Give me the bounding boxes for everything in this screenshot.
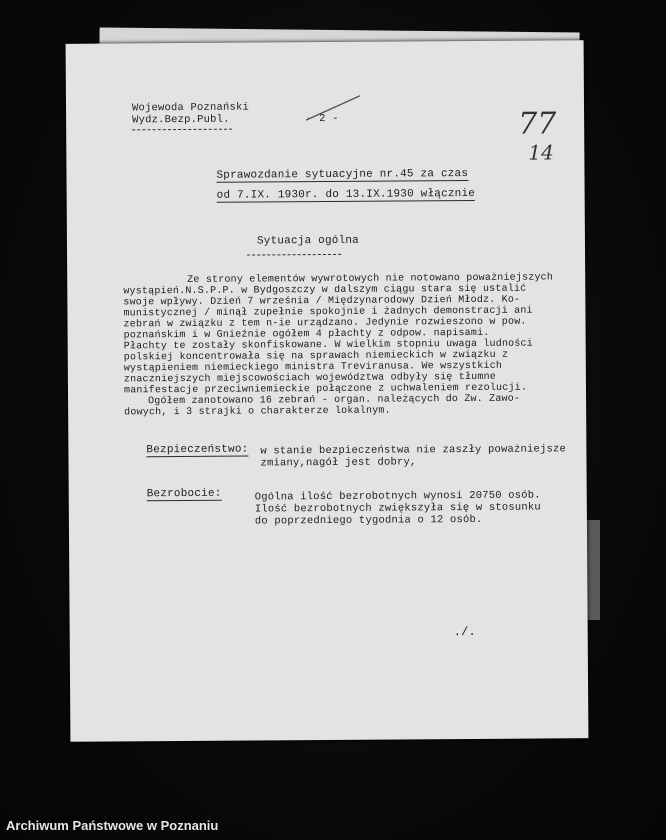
pen-stroke-mark	[304, 94, 364, 124]
text-line: poznańskim i w Gnieźnie ogółem 4 płachty z odpow. napisami.	[123, 327, 490, 342]
report-title: Sprawozdanie sytuacyjne nr.45 za czas	[216, 168, 469, 182]
archive-watermark: Archiwum Państwowe w Poznaniu	[6, 818, 219, 833]
unemployment-label: Bezrobocie:	[146, 487, 222, 501]
text-line: Ze strony elementów wywrotowych nie notowano poważniejszych	[187, 272, 554, 286]
text-line: manifestacje przeciwniemieckie połączone z uchwaleniem rezolucji.	[123, 382, 528, 397]
section-heading-divider	[247, 254, 341, 256]
handwritten-page-number: 14	[528, 140, 554, 165]
text-line: Płachty te zostały skonfiskowane. W wielkim stopniu uwaga ludności	[123, 338, 533, 353]
header-divider	[132, 129, 232, 131]
office-name: Wojewoda Poznański	[131, 101, 250, 115]
text-line: znaczniejszych miejscowościach województwa odbyły się tłumne	[123, 371, 497, 386]
text-line: dowych, i 3 strajki o charakterze lokalnym.	[124, 405, 391, 419]
unemployment-text-line: Ilość bezrobotnych zwiększyła się w stosunku	[254, 501, 541, 516]
security-text-line: zmiany,nagół jest dobry,	[260, 456, 417, 470]
office-department: Wydz.Bezp.Publ.	[132, 113, 230, 127]
section-general-heading: Sytuacja ogólna	[256, 234, 360, 248]
text-line: polskiej koncentrowała się na sprawach niemieckich w związku z	[123, 349, 509, 364]
report-period: od 7.IX. 1930r. do 13.IX.1930 włącznie	[216, 187, 476, 202]
text-line: munistycznej / minął zupełnie spokojnie i żadnych demonstracji ani	[123, 305, 533, 320]
text-line: wystąpień.N.S.P.P. w Bydgoszczy w dalszym ciągu stara się ustalić	[123, 283, 527, 298]
closing-mark: ./.	[453, 624, 476, 640]
unemployment-text-line: Ogólna ilość bezrobotnych wynosi 20750 osób.	[254, 489, 541, 504]
text-line: Ogółem zanotowano 16 zebrań - organ. należących do Zw. Zawo-	[148, 393, 521, 408]
unemployment-text-line: do poprzedniego tygodnia o 12 osób.	[254, 513, 483, 528]
text-line: wystąpieniem niemieckiego ministra Treviranusa. We wszystkich	[123, 360, 503, 375]
document-page	[66, 40, 589, 742]
text-line: swoje wpływy. Dzień 7 września / Międzynarodowy Dzień Młodz. Ko-	[123, 294, 521, 309]
security-label: Bezpieczeństwo:	[146, 443, 249, 457]
security-text-line: w stanie bezpieczeństwa nie zaszły poważniejsze	[260, 443, 567, 458]
page-number: - 2 -	[306, 112, 339, 126]
handwritten-folio-number: 77	[518, 106, 557, 142]
text-line: zebrań w związku z tem n-ie urządzano. Jedynie rozwieszono w pow.	[123, 316, 527, 331]
